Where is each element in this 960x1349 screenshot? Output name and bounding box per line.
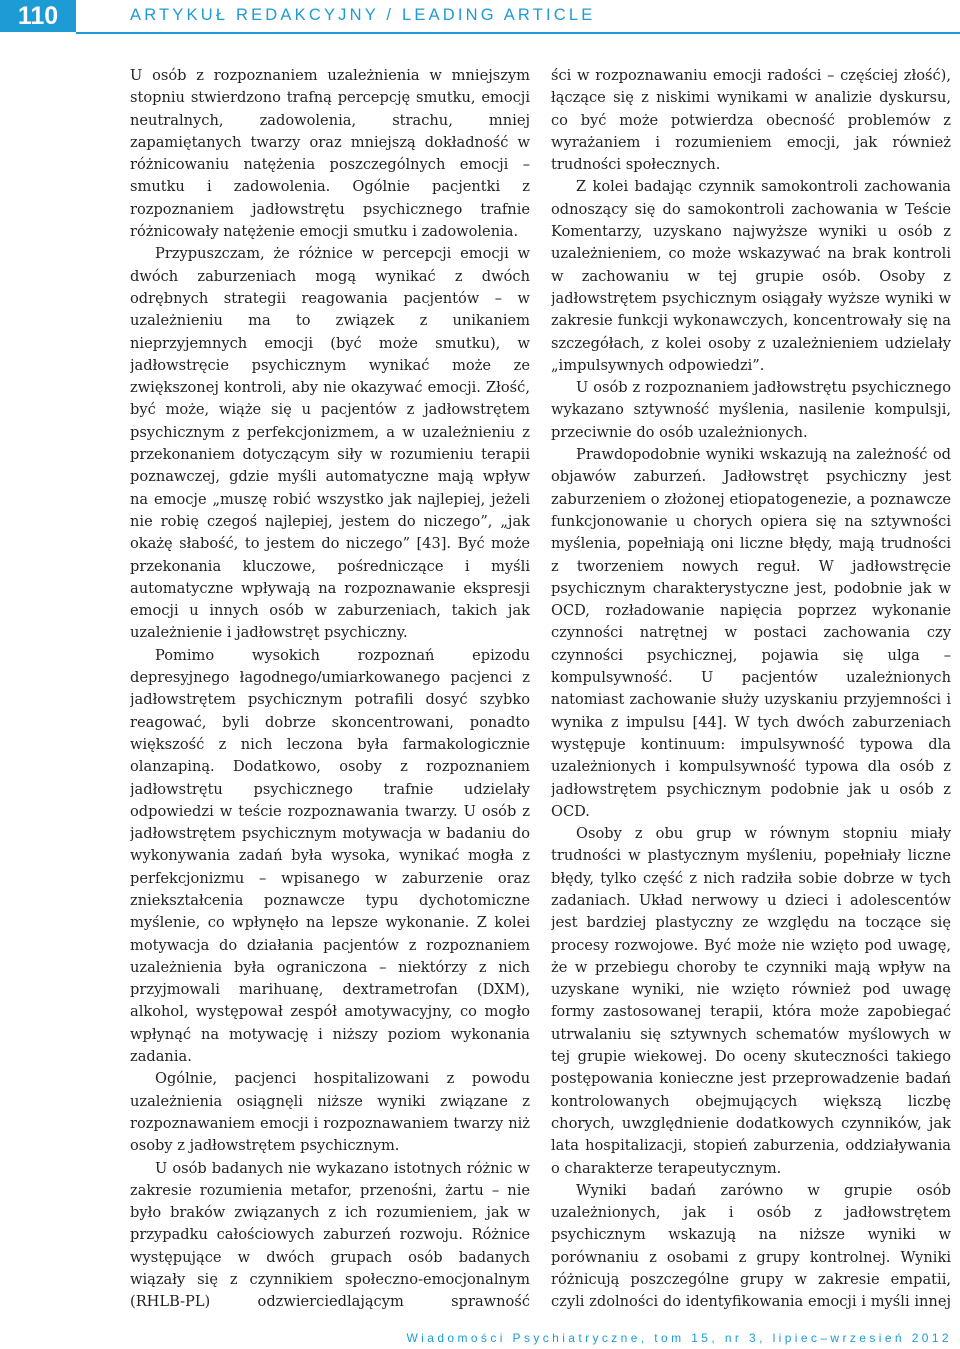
paragraph: Ogólnie, pacjenci hospitalizowani z powodu uzależnienia osiągnęli niższe wyniki związane z rozpoznawaniem emocji i rozpoznawaniem twarzy niż osoby z jadłowstrętem psychicznym. <box>130 1070 530 1155</box>
header-rule <box>76 32 960 34</box>
left-column <box>130 65 530 1315</box>
paragraph: Z kolei badając czynnik samokontroli zachowania odnoszący się do samokontroli zachowania w Teście Komentarzy, uzyskano najwyższe wyniki u osób z uzależnieniem, co może wskazywać na brak kontroli w zachowaniu w tej grupie osób. Osoby z jadłowstrętem psychicznym osiągały wyższe wyniki w zakresie funkcji wykonawczych, koncentrowały się na szczegółach, z kolei osoby z uzależnieniem udzielały „impulsywnych odpowiedzi”. <box>551 178 951 374</box>
paragraph: Osoby z obu grup w równym stopniu miały trudności w plastycznym myśleniu, popełniały liczne błędy, tylko część z nich radziła sobie dobrze w tych zadaniach. Układ nerwowy u dzieci i adolescentów jest bardziej plastyczny ze względu na toczące się procesy rozwojowe. Być może nie wzięto pod uwagę, że w przebiegu choroby te czynniki mają wpływ na uzyskane wyniki, nie wzięto również pod uwagę formy zastosowanej terapii, która może zapobiegać utrwalaniu się sztywnych schematów myślowych w tej grupie wiekowej. Do oceny skuteczności takiego postępowania konieczne jest przeprowadzenie badań kontrolowanych obejmujących większą liczbę chorych, uwzględnienie dodatkowych czynników, jak lata hospitalizacji, stopień zaburzenia, oddziaływania o charakterze terapeutycznym. <box>551 825 951 1177</box>
paragraph: Pomimo wysokich rozpoznań epizodu depresyjnego łagodnego/umiarkowanego pacjenci z jadłowstrętem psychicznym potrafili dosyć szybko reagować, byli dobrze skoncentrowani, ponadto większość z nich leczona była farmakologicznie olanzapiną. Dodatkowo, osoby z rozpoznaniem jadłowstrętu psychicznego trafnie udzielały odpowiedzi w teście rozpoznawania twarzy. U osób z jadłowstrętem psychicznym motywacja w badaniu do wykonywania zadań była wysoka, wynikać mogła z perfekcjonizmu – wpisanego w zaburzenie oraz zniekształcenia poznawcze typu dychotomiczne myślenie, co wpłynęło na lepsze wykonanie. Z kolei motywacja do działania pacjentów z rozpoznaniem uzależnienia była ograniczona – niektórzy z nich przyjmowali marihuanę, dextrametrofan (DXM), alkohol, występował zespół amotywacyjny, co mogło wpłynąć na motywację i niższy poziom wykonania zadania. <box>130 646 530 1066</box>
journal-citation: Wiadomości Psychiatryczne, tom 15, nr 3, lipiec–wrzesień 2012 <box>406 1331 952 1345</box>
paragraph: Prawdopodobnie wyniki wskazują na zależność od objawów zaburzeń. Jadłowstręt psychiczny jest zaburzeniem o złożonej etiopatogenezie, a poznawcze funkcjonowanie u chorych opiera się na sztywności myślenia, popełniają oni liczne błędy, mają trudności z tworzeniem nowych reguł. W jadłowstręcie psychicznym charakterystyczne jest, podobnie jak w OCD, rozładowanie napięcia poprzez wykonanie czynności natrętnej w postaci zachowania czy czynności psychicznej, pojawia się ulga – kompulsywność. U pacjentów uzależnionych natomiast zachowanie służy uzyskaniu przyjemności i wynika z impulsu [44]. W tych dwóch zaburzeniach występuje kontinuum: impulsywność typowa dla uzależnionych i kompulsywność typowa dla osób z jadłowstrętem psychicznym podobnie jak u osób z OCD. <box>551 446 951 820</box>
paragraph: U osób badanych nie wykazano istotnych różnic w zakresie rozumienia metafor, przenośni, żartu – nie było braków związanych z ich rozumieniem, jak w przypadku całościowych zaburzeń rozwoju. Różnice występujące w dwóch grupach osób badanych wiązały się z czynnikiem społeczno-emocjonalnym (RHLB-PL) odzwierciedlającym sprawność <box>130 1159 530 1311</box>
paragraph: Wyniki badań zarówno w grupie osób uzależnionych, jak i osób z jadłowstrętem psychicznym wskazują na niższe wyniki w porównaniu z osobami z grupy kontrolnej. Wyniki różnicują poszczególne grupy w zakresie empatii, czyli zdolności do identyfikowania emocji i myśli innej <box>551 1181 951 1311</box>
paragraph: ści w rozpoznawaniu emocji radości – częściej złość), łączące się z niskimi wynikami w analizie dyskursu, co być może potwierdza obecność problemów z wyrażaniem i rozumieniem emocji, jak również trudności społecznych. <box>551 67 951 174</box>
page-header <box>0 0 960 34</box>
paragraph: U osób z rozpoznaniem jadłowstrętu psychicznego wykazano sztywność myślenia, nasilenie kompulsji, przeciwnie do osób uzależnionych. <box>551 379 951 441</box>
section-title: ARTYKUŁ REDAKCYJNY / LEADING ARTICLE <box>130 6 596 24</box>
right-column <box>551 65 951 1315</box>
paragraph: Przypuszczam, że różnice w percepcji emocji w dwóch zaburzeniach mogą wynikać z dwóch odrębnych strategii reagowania pacjentów – w uzależnieniu ma to związek z unikaniem nieprzyjemnych emocji (być może smutku), w jadłowstręcie psychicznym wynikać może ze zwiększonej kontroli, aby nie okazywać emocji. Złość, być może, wiąże się u pacjentów z jadłowstrętem psychicznym z perfekcjonizmem, a w uzależnieniu z przekonaniem dotyczącym siły w rozumieniu terapii poznawczej, gdzie myśli automatyczne mają wpływ na emocje „muszę robić wszystko jak najlepiej, jeżeli nie robię czegoś najlepiej, jestem do niczego”, „jak okażę słabość, to jestem do niczego” [43]. Być może przekonania kluczowe, pośredniczące i myśli automatyczne wpływają na rozpoznawanie ekspresji emocji u innych osób w zaburzeniach, takich jak uzależnienie i jadłowstręt psychiczny. <box>130 245 530 642</box>
paragraph: U osób z rozpoznaniem uzależnienia w mniejszym stopniu stwierdzono trafną percepcję smutku, emocji neutralnych, zadowolenia, strachu, mniej zapamiętanych twarzy oraz mniejszą dokładność w różnicowaniu natężenia poszczególnych emocji – smutku i zadowolenia. Ogólnie pacjentki z rozpoznaniem jadłowstrętu psychicznego trafnie różnicowały natężenie emocji smutku i zadowolenia. <box>130 67 530 241</box>
page-number: 110 <box>0 0 76 32</box>
